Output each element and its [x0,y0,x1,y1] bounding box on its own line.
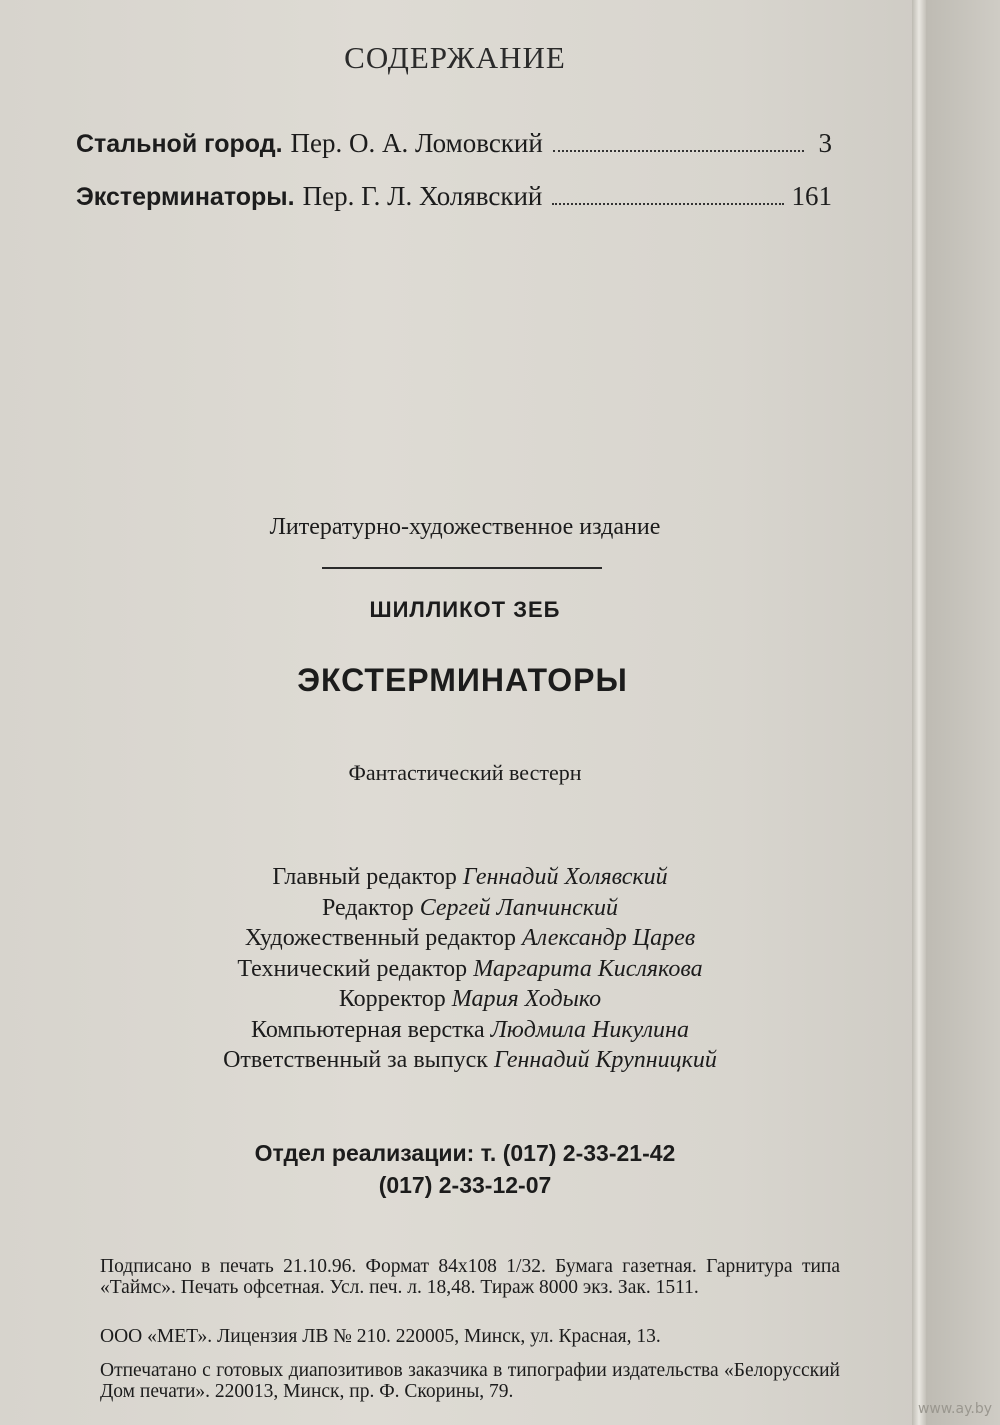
imprint-printer: Отпечатано с готовых диапозитивов заказчика в типографии издательства «Белорусский Дом печати». 220013, Минск, пр. Ф. Скорины, 79. [100,1360,840,1402]
toc-heading: СОДЕРЖАНИЕ [344,40,566,75]
credit-name: Людмила Никулина [490,1016,689,1043]
credit-role: Редактор [321,894,414,921]
book-title: ЭКСТЕРМИНАТОРЫ [297,662,628,698]
toc-entry [76,181,832,221]
credit-line [150,923,790,954]
credit-name: Александр Царев [522,925,696,951]
sales-line-2: (017) 2-33-12-07 [378,1172,552,1198]
toc-leader-dots [553,149,804,152]
edition-type: Литературно-художественное издание [269,514,661,540]
credit-line [150,893,790,924]
credit-role: Ответственный за выпуск [223,1047,488,1073]
credit-role: Главный редактор [272,864,457,890]
credit-name: Мария Ходыко [451,986,602,1012]
credit-line [150,984,790,1015]
credit-role: Корректор [338,986,446,1012]
toc-entry [76,128,832,168]
toc-entry-translator: Пер. Г. Л. Холявский [302,181,543,211]
book-genre: Фантастический вестерн [348,760,582,785]
sales-department [0,1137,930,1201]
credit-role: Технический редактор [237,955,468,982]
adjacent-page [926,0,1000,1425]
toc-entry-page: 161 [791,181,832,211]
watermark: www.ay.by [917,1401,992,1417]
sales-line-1: Отдел реализации: т. (017) 2-33-21-42 [254,1140,676,1166]
page-edge [912,0,926,1425]
toc-entry-page: 3 [818,128,832,158]
credits-list [150,862,790,1076]
toc-entry-title: Экстерминаторы. [76,183,295,211]
imprint-publisher: ООО «МЕТ». Лицензия ЛВ № 210. 220005, Минск, ул. Красная, 13. [100,1326,661,1347]
credit-line [150,954,790,985]
imprint-print-info: Подписано в печать 21.10.96. Формат 84х108 1/32. Бумага газетная. Гарнитура типа «Таймс». Печать офсетная. Усл. печ. л. 18,48. Тираж 8000 экз. Зак. 1511. [100,1256,840,1298]
credit-name: Сергей Лапчинский [419,894,619,921]
credit-role: Компьютерная верстка [251,1016,485,1043]
toc-entry-title: Стальной город. [76,130,283,158]
toc-leader-dots [552,202,783,205]
credit-line [150,1045,790,1076]
credit-name: Маргарита Кислякова [473,955,703,982]
credit-name: Геннадий Крупницкий [493,1047,717,1073]
credit-role: Художественный редактор [244,925,517,951]
credit-name: Геннадий Холявский [462,864,668,890]
credit-line [150,862,790,893]
credit-line [150,1015,790,1046]
toc-entry-translator: Пер. О. А. Ломовский [290,128,543,158]
divider [322,567,602,569]
book-author: ШИЛЛИКОТ ЗЕБ [369,597,561,622]
